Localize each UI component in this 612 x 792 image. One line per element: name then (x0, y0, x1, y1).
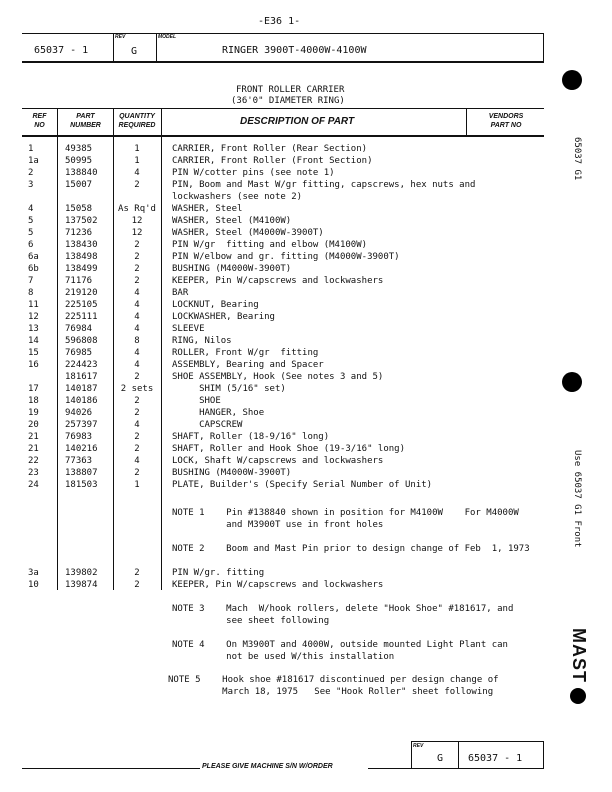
quantity-cell: 4 (134, 324, 140, 334)
ref-cell: 21 (28, 444, 39, 454)
quantity-cell: 2 (134, 568, 140, 578)
header-part-line1: PART (76, 113, 95, 120)
description-cell: KEEPER, Pin W/capscrews and lockwashers (172, 276, 384, 286)
table-row (0, 275, 612, 287)
quantity-cell: 4 (134, 312, 140, 322)
top-box-border-bottom (22, 61, 544, 63)
quantity-cell: 2 sets (120, 384, 154, 394)
quantity-cell: 1 (134, 144, 140, 154)
part-number-cell: 181503 (65, 480, 98, 490)
description-cell: CAPSCREW (172, 420, 243, 430)
header-vendor (468, 112, 544, 130)
bottom-box-divider (458, 741, 459, 768)
description-cell: WASHER, Steel (M4100W) (172, 216, 292, 226)
description-cell: SHIM (5/16" set) (172, 384, 286, 394)
description-cell: LOCKNUT, Bearing (172, 300, 259, 310)
part-number-cell: 140187 (65, 384, 98, 394)
part-number-cell: 50995 (65, 156, 93, 166)
table-row (0, 215, 612, 227)
description-cell: PIN, Boom and Mast W/gr fitting, capscrews, hex nuts and (172, 180, 476, 190)
header-qty-line1: QUANTITY (119, 113, 155, 120)
description-cell: BUSHING (M4000W-3900T) (172, 468, 292, 478)
table-row (0, 143, 612, 155)
note-3-line-2: see sheet following (172, 616, 330, 626)
table-row (0, 263, 612, 275)
binder-hole-middle (562, 372, 582, 392)
part-number-cell: 138430 (65, 240, 98, 250)
quantity-cell: 2 (134, 468, 140, 478)
title-line-1: FRONT ROLLER CARRIER (236, 85, 345, 95)
quantity-cell: 4 (134, 456, 140, 466)
table-row (0, 407, 612, 419)
description-cell: BAR (172, 288, 189, 298)
bottom-part-number: 65037 - 1 (468, 753, 523, 764)
part-number-cell: 76985 (65, 348, 93, 358)
ref-cell: 20 (28, 420, 39, 430)
top-part-number: 65037 - 1 (34, 45, 89, 56)
quantity-cell: 2 (134, 252, 140, 262)
footer-instruction: PLEASE GIVE MACHINE S/N W/ORDER (202, 763, 333, 770)
table-row (0, 179, 612, 191)
footer-rule-left (22, 768, 200, 769)
note-3-line-1: NOTE 3 Mach W/hook rollers, delete "Hook Shoe" #181617, and (172, 604, 514, 614)
ref-cell: 10 (28, 580, 39, 590)
quantity-cell: 4 (134, 168, 140, 178)
description-cell: PIN W/cotter pins (see note 1) (172, 168, 335, 178)
part-number-cell: 140216 (65, 444, 98, 454)
description-cell: KEEPER, Pin W/capscrews and lockwashers (172, 580, 384, 590)
quantity-cell: 2 (134, 264, 140, 274)
part-number-cell: 138498 (65, 252, 98, 262)
side-reference-top: 65037 G1 (572, 137, 582, 181)
part-number-cell: 71176 (65, 276, 93, 286)
ref-cell: 2 (28, 168, 34, 178)
page-reference: -E36 1- (258, 16, 301, 27)
part-number-cell: 76984 (65, 324, 93, 334)
top-rev-value: G (131, 46, 138, 57)
ref-cell: 4 (28, 204, 34, 214)
part-number-cell: 137502 (65, 216, 98, 226)
description-cell: HANGER, Shoe (172, 408, 265, 418)
description-cell: lockwashers (see note 2) (172, 192, 303, 202)
description-cell: SHAFT, Roller and Hook Shoe (19-3/16" long) (172, 444, 405, 454)
ref-cell: 6b (28, 264, 39, 274)
ref-cell: 6 (28, 240, 34, 250)
quantity-cell: 2 (134, 240, 140, 250)
top-box-right (543, 33, 544, 62)
description-cell: PIN W/gr. fitting (172, 568, 265, 578)
description-cell: RING, Nilos (172, 336, 232, 346)
part-number-cell: 181617 (65, 372, 98, 382)
table-row (0, 467, 612, 479)
ref-cell: 3a (28, 568, 39, 578)
table-row (0, 299, 612, 311)
bottom-box-right (543, 741, 544, 768)
model-label: MODEL (158, 34, 177, 40)
part-number-cell: 15058 (65, 204, 93, 214)
description-cell: WASHER, Steel (172, 204, 243, 214)
quantity-cell: As Rq'd (118, 204, 156, 214)
note-4-line-1: NOTE 4 On M3900T and 4000W, outside mounted Light Plant can (172, 640, 508, 650)
part-number-cell: 49385 (65, 144, 93, 154)
part-number-cell: 596808 (65, 336, 98, 346)
table-row (0, 167, 612, 179)
description-cell: BUSHING (M4000W-3900T) (172, 264, 292, 274)
quantity-cell: 12 (131, 216, 143, 226)
table-row (0, 383, 612, 395)
table-row (0, 191, 612, 203)
table-row (0, 227, 612, 239)
header-part-line2: NUMBER (70, 122, 101, 129)
ref-cell: 17 (28, 384, 39, 394)
table-row (0, 287, 612, 299)
rev-label: REV (115, 34, 126, 40)
quantity-cell: 8 (134, 336, 140, 346)
ref-cell: 1 (28, 144, 34, 154)
quantity-cell: 4 (134, 348, 140, 358)
table-row (0, 419, 612, 431)
side-reference-front: Use 65037 G1 Front (572, 450, 582, 548)
quantity-cell: 2 (134, 580, 140, 590)
part-number-cell: 71236 (65, 228, 93, 238)
part-number-cell: 225105 (65, 300, 98, 310)
bottom-box-top (411, 741, 544, 742)
header-description: DESCRIPTION OF PART (240, 116, 355, 127)
ref-cell: 15 (28, 348, 39, 358)
ref-cell: 1a (28, 156, 39, 166)
table-row (0, 203, 612, 215)
header-ref (22, 112, 57, 130)
table-row (0, 347, 612, 359)
ref-cell: 18 (28, 396, 39, 406)
top-box-divider-1 (113, 33, 114, 62)
title-line-2: (36'0" DIAMETER RING) (231, 96, 345, 106)
binder-hole-top (562, 70, 582, 90)
quantity-cell: 2 (134, 444, 140, 454)
part-number-cell: 257397 (65, 420, 98, 430)
table-row (0, 567, 612, 579)
ref-cell: 12 (28, 312, 39, 322)
ref-cell: 21 (28, 432, 39, 442)
quantity-cell: 4 (134, 420, 140, 430)
ref-cell: 7 (28, 276, 34, 286)
quantity-cell: 2 (134, 372, 140, 382)
part-number-cell: 15007 (65, 180, 93, 190)
table-row (0, 335, 612, 347)
binder-hole-bottom (570, 688, 586, 704)
note-4-line-2: not be used W/this installation (172, 652, 395, 662)
part-number-cell: 138499 (65, 264, 98, 274)
description-cell: CARRIER, Front Roller (Front Section) (172, 156, 373, 166)
top-box-divider-2 (156, 33, 157, 62)
ref-cell: 11 (28, 300, 39, 310)
part-number-cell: 139802 (65, 568, 98, 578)
note-1-line-2: and M3900T use in front holes (172, 520, 384, 530)
description-cell: WASHER, Steel (M4000W-3900T) (172, 228, 324, 238)
description-cell: LOCK, Shaft W/capscrews and lockwashers (172, 456, 384, 466)
description-cell: SLEEVE (172, 324, 205, 334)
ref-cell: 19 (28, 408, 39, 418)
header-vendor-line2: PART NO (490, 122, 522, 129)
table-row (0, 579, 612, 591)
footer-rule-right (368, 768, 544, 769)
note-2: NOTE 2 Boom and Mast Pin prior to design change of Feb 1, 1973 (172, 544, 530, 554)
table-row (0, 371, 612, 383)
header-qty-line2: REQUIRED (118, 122, 156, 129)
header-vendor-line1: VENDORS (488, 113, 524, 120)
top-box-border-top (22, 33, 544, 34)
quantity-cell: 1 (134, 480, 140, 490)
ref-cell: 24 (28, 480, 39, 490)
description-cell: SHOE (172, 396, 221, 406)
table-row (0, 431, 612, 443)
ref-cell: 22 (28, 456, 39, 466)
note-5-line-2: March 18, 1975 See "Hook Roller" sheet following (168, 687, 494, 697)
part-number-cell: 77363 (65, 456, 93, 466)
bottom-rev-value: G (437, 753, 444, 764)
ref-cell: 14 (28, 336, 39, 346)
description-cell: SHAFT, Roller (18-9/16" long) (172, 432, 330, 442)
bottom-rev-label: REV (413, 743, 424, 749)
table-row (0, 395, 612, 407)
table-row (0, 251, 612, 263)
ref-cell: 6a (28, 252, 39, 262)
part-number-cell: 138807 (65, 468, 98, 478)
table-row (0, 323, 612, 335)
quantity-cell: 2 (134, 432, 140, 442)
quantity-cell: 2 (134, 396, 140, 406)
part-number-cell: 219120 (65, 288, 98, 298)
col-divider-desc (466, 108, 467, 136)
note-1-line-1: NOTE 1 Pin #138840 shown in position for M4100W For M4000W (172, 508, 519, 518)
description-cell: PIN W/elbow and gr. fitting (M4000W-3900T) (172, 252, 400, 262)
table-row (0, 239, 612, 251)
part-number-cell: 94026 (65, 408, 93, 418)
part-number-cell: 224423 (65, 360, 98, 370)
header-ref-line1: REF (32, 113, 47, 120)
quantity-cell: 4 (134, 360, 140, 370)
description-cell: PLATE, Builder's (Specify Serial Number of Unit) (172, 480, 433, 490)
quantity-cell: 4 (134, 288, 140, 298)
part-number-cell: 140186 (65, 396, 98, 406)
ref-cell: 5 (28, 228, 34, 238)
part-number-cell: 138840 (65, 168, 98, 178)
quantity-cell: 12 (131, 228, 143, 238)
ref-cell: 16 (28, 360, 39, 370)
part-number-cell: 139874 (65, 580, 98, 590)
quantity-cell: 2 (134, 180, 140, 190)
header-qty (113, 112, 161, 130)
ref-cell: 23 (28, 468, 39, 478)
brand-logo-text: MAST (569, 628, 589, 683)
table-row (0, 443, 612, 455)
table-row (0, 155, 612, 167)
description-cell: PIN W/gr fitting and elbow (M4100W) (172, 240, 368, 250)
table-row (0, 359, 612, 371)
part-number-cell: 76983 (65, 432, 93, 442)
quantity-cell: 2 (134, 408, 140, 418)
ref-cell: 13 (28, 324, 39, 334)
quantity-cell: 4 (134, 300, 140, 310)
model-value: RINGER 3900T-4000W-4100W (222, 45, 367, 56)
description-cell: ASSEMBLY, Bearing and Spacer (172, 360, 324, 370)
header-ref-line2: NO (34, 122, 45, 129)
ref-cell: 5 (28, 216, 34, 226)
part-number-cell: 225111 (65, 312, 98, 322)
description-cell: CARRIER, Front Roller (Rear Section) (172, 144, 368, 154)
quantity-cell: 1 (134, 156, 140, 166)
table-row (0, 311, 612, 323)
quantity-cell: 2 (134, 276, 140, 286)
note-5-line-1: NOTE 5 Hook shoe #181617 discontinued per design change of (168, 675, 499, 685)
table-row (0, 455, 612, 467)
bottom-box-left (411, 741, 412, 768)
ref-cell: 8 (28, 288, 34, 298)
description-cell: LOCKWASHER, Bearing (172, 312, 275, 322)
header-part (58, 112, 113, 130)
description-cell: SHOE ASSEMBLY, Hook (See notes 3 and 5) (172, 372, 384, 382)
description-cell: ROLLER, Front W/gr fitting (172, 348, 319, 358)
ref-cell: 3 (28, 180, 34, 190)
table-row (0, 479, 612, 491)
